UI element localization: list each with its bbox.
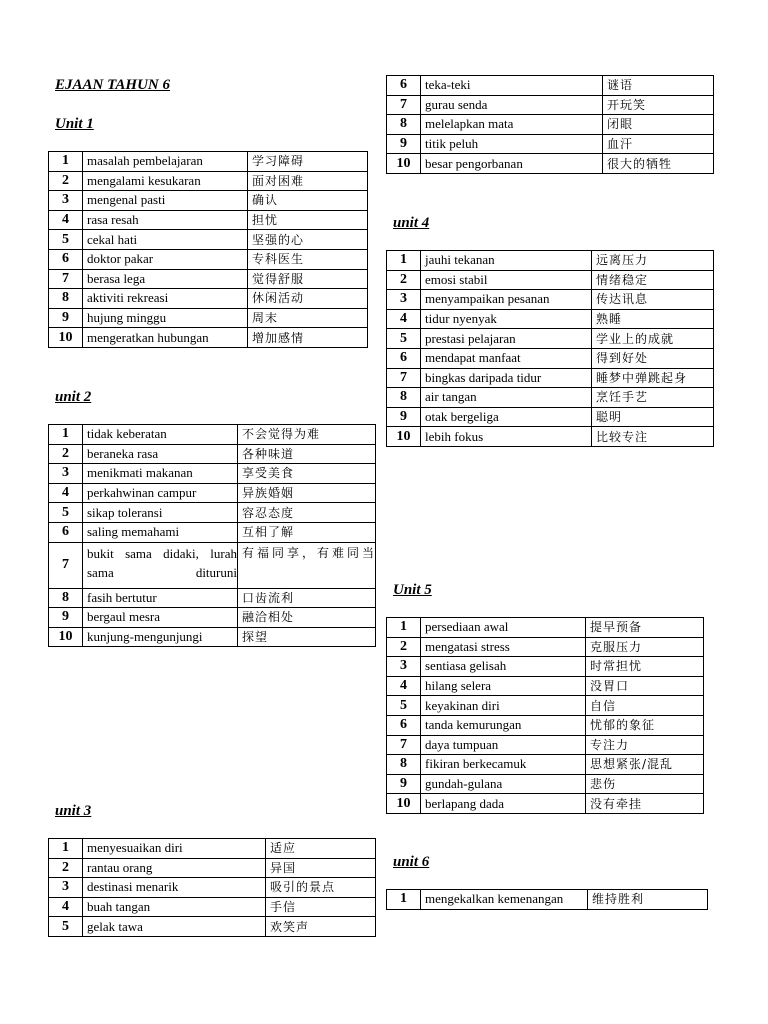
unit-4-heading: unit 4 xyxy=(393,215,430,231)
row-number: 3 xyxy=(49,878,83,898)
malay-phrase: emosi stabil xyxy=(421,270,592,290)
chinese-translation: 探望 xyxy=(238,627,376,647)
chinese-translation: 维持胜利 xyxy=(588,890,708,910)
malay-phrase: tidur nyenyak xyxy=(421,309,592,329)
unit-5-table xyxy=(386,617,704,814)
chinese-translation: 互相了解 xyxy=(238,522,376,542)
malay-phrase: melelapkan mata xyxy=(421,115,603,135)
malay-phrase: rasa resah xyxy=(83,210,248,230)
malay-phrase: mengekalkan kemenangan xyxy=(421,890,588,910)
malay-phrase: tanda kemurungan xyxy=(421,715,586,735)
chinese-translation: 比较专注 xyxy=(592,427,714,447)
table-row xyxy=(49,210,368,230)
chinese-translation: 面对困难 xyxy=(248,171,368,191)
row-number: 9 xyxy=(49,608,83,628)
malay-phrase: titik peluh xyxy=(421,134,603,154)
malay-phrase: berlapang dada xyxy=(421,794,586,814)
table-row xyxy=(49,191,368,211)
malay-phrase: hilang selera xyxy=(421,676,586,696)
chinese-translation: 睡梦中弹跳起身 xyxy=(592,368,714,388)
table-row xyxy=(387,115,714,135)
table-row xyxy=(49,444,376,464)
malay-phrase: menikmati makanan xyxy=(83,464,238,484)
table-row xyxy=(49,858,376,878)
chinese-translation: 思想紧张/混乱 xyxy=(586,755,704,775)
malay-phrase: persediaan awal xyxy=(421,618,586,638)
row-number: 1 xyxy=(49,425,83,445)
chinese-translation: 吸引的景点 xyxy=(266,878,376,898)
chinese-translation: 专注力 xyxy=(586,735,704,755)
chinese-translation: 学业上的成就 xyxy=(592,329,714,349)
table-row xyxy=(387,637,704,657)
table-row xyxy=(387,735,704,755)
row-number: 4 xyxy=(387,309,421,329)
table-row xyxy=(387,427,714,447)
row-number: 4 xyxy=(49,210,83,230)
row-number: 6 xyxy=(49,522,83,542)
chinese-translation: 没胃口 xyxy=(586,676,704,696)
table-row xyxy=(49,503,376,523)
chinese-translation: 时常担忧 xyxy=(586,657,704,677)
chinese-translation: 不会觉得为难 xyxy=(238,425,376,445)
malay-phrase: menyampaikan pesanan xyxy=(421,290,592,310)
malay-phrase: bingkas daripada tidur xyxy=(421,368,592,388)
table-row xyxy=(387,309,714,329)
chinese-translation: 远离压力 xyxy=(592,251,714,271)
row-number: 2 xyxy=(49,171,83,191)
chinese-translation: 烹饪手艺 xyxy=(592,388,714,408)
malay-phrase: beraneka rasa xyxy=(83,444,238,464)
table-row xyxy=(387,251,714,271)
row-number: 1 xyxy=(49,839,83,859)
malay-phrase: berasa lega xyxy=(83,269,248,289)
table-row xyxy=(49,627,376,647)
malay-phrase: gurau senda xyxy=(421,95,603,115)
malay-phrase: saling memahami xyxy=(83,522,238,542)
row-number: 8 xyxy=(387,388,421,408)
table-row xyxy=(387,618,704,638)
malay-phrase: bukit sama didaki, lurah sama dituruni xyxy=(83,542,238,588)
chinese-translation: 口齿流利 xyxy=(238,588,376,608)
chinese-translation: 得到好处 xyxy=(592,348,714,368)
malay-phrase: daya tumpuan xyxy=(421,735,586,755)
malay-phrase: destinasi menarik xyxy=(83,878,266,898)
row-number: 1 xyxy=(387,890,421,910)
unit-3-continued-table xyxy=(386,75,714,174)
malay-phrase: mengatasi stress xyxy=(421,637,586,657)
table-row xyxy=(387,76,714,96)
chinese-translation: 血汗 xyxy=(603,134,714,154)
malay-phrase: hujung minggu xyxy=(83,308,248,328)
row-number: 2 xyxy=(49,444,83,464)
chinese-translation: 欢笑声 xyxy=(266,917,376,937)
table-row xyxy=(49,897,376,917)
row-number: 3 xyxy=(387,657,421,677)
row-number: 7 xyxy=(387,95,421,115)
chinese-translation: 谜语 xyxy=(603,76,714,96)
chinese-translation: 传达讯息 xyxy=(592,290,714,310)
table-row xyxy=(387,290,714,310)
row-number: 7 xyxy=(49,269,83,289)
table-row xyxy=(49,522,376,542)
chinese-translation: 容忍态度 xyxy=(238,503,376,523)
table-row xyxy=(49,308,368,328)
unit-2-table xyxy=(48,424,376,647)
malay-phrase: lebih fokus xyxy=(421,427,592,447)
row-number: 3 xyxy=(387,290,421,310)
table-row xyxy=(49,289,368,309)
chinese-translation: 异族婚姻 xyxy=(238,483,376,503)
chinese-translation: 情绪稳定 xyxy=(592,270,714,290)
malay-phrase: buah tangan xyxy=(83,897,266,917)
table-row xyxy=(387,348,714,368)
row-number: 3 xyxy=(49,191,83,211)
chinese-translation: 很大的牺牲 xyxy=(603,154,714,174)
row-number: 9 xyxy=(387,407,421,427)
row-number: 5 xyxy=(387,696,421,716)
row-number: 6 xyxy=(387,348,421,368)
table-row xyxy=(49,328,368,348)
chinese-translation: 聪明 xyxy=(592,407,714,427)
row-number: 9 xyxy=(387,134,421,154)
table-row xyxy=(49,230,368,250)
malay-phrase: mengalami kesukaran xyxy=(83,171,248,191)
chinese-translation: 坚强的心 xyxy=(248,230,368,250)
malay-phrase: cekal hati xyxy=(83,230,248,250)
unit-2-heading: unit 2 xyxy=(55,389,92,405)
table-row xyxy=(387,270,714,290)
row-number: 9 xyxy=(387,774,421,794)
chinese-translation: 适应 xyxy=(266,839,376,859)
malay-phrase: gelak tawa xyxy=(83,917,266,937)
table-row xyxy=(387,657,704,677)
table-row xyxy=(49,249,368,269)
row-number: 4 xyxy=(49,897,83,917)
chinese-translation: 休闲活动 xyxy=(248,289,368,309)
row-number: 2 xyxy=(49,858,83,878)
chinese-translation: 各种味道 xyxy=(238,444,376,464)
chinese-translation: 忧郁的象征 xyxy=(586,715,704,735)
row-number: 8 xyxy=(387,755,421,775)
row-number: 3 xyxy=(49,464,83,484)
chinese-translation: 提早预备 xyxy=(586,618,704,638)
chinese-translation: 克服压力 xyxy=(586,637,704,657)
table-row xyxy=(387,368,714,388)
row-number: 7 xyxy=(387,368,421,388)
row-number: 7 xyxy=(387,735,421,755)
malay-phrase: prestasi pelajaran xyxy=(421,329,592,349)
malay-phrase: sentiasa gelisah xyxy=(421,657,586,677)
unit-1-heading: Unit 1 xyxy=(55,116,94,132)
chinese-translation: 没有牵挂 xyxy=(586,794,704,814)
table-row xyxy=(49,171,368,191)
unit-5-heading: Unit 5 xyxy=(393,582,432,598)
malay-phrase: otak bergeliga xyxy=(421,407,592,427)
row-number: 10 xyxy=(49,627,83,647)
malay-phrase: sikap toleransi xyxy=(83,503,238,523)
chinese-translation: 担忧 xyxy=(248,210,368,230)
row-number: 10 xyxy=(387,427,421,447)
table-row xyxy=(49,152,368,172)
row-number: 6 xyxy=(387,715,421,735)
chinese-translation: 增加感情 xyxy=(248,328,368,348)
table-row xyxy=(49,542,376,588)
row-number: 9 xyxy=(49,308,83,328)
malay-phrase: tidak keberatan xyxy=(83,425,238,445)
row-number: 2 xyxy=(387,637,421,657)
malay-phrase: jauhi tekanan xyxy=(421,251,592,271)
malay-phrase: gundah-gulana xyxy=(421,774,586,794)
chinese-translation: 异国 xyxy=(266,858,376,878)
row-number: 8 xyxy=(49,289,83,309)
chinese-translation: 周末 xyxy=(248,308,368,328)
unit-3-table xyxy=(48,838,376,937)
table-row xyxy=(49,464,376,484)
malay-phrase: doktor pakar xyxy=(83,249,248,269)
chinese-translation: 学习障碍 xyxy=(248,152,368,172)
row-number: 4 xyxy=(49,483,83,503)
malay-phrase: masalah pembelajaran xyxy=(83,152,248,172)
table-row xyxy=(49,483,376,503)
row-number: 5 xyxy=(387,329,421,349)
row-number: 10 xyxy=(387,794,421,814)
malay-phrase: mengenal pasti xyxy=(83,191,248,211)
unit-4-table xyxy=(386,250,714,447)
table-row xyxy=(387,95,714,115)
malay-phrase: bergaul mesra xyxy=(83,608,238,628)
row-number: 2 xyxy=(387,270,421,290)
row-number: 1 xyxy=(387,251,421,271)
unit-6-table xyxy=(386,889,708,910)
malay-phrase: teka-teki xyxy=(421,76,603,96)
table-row xyxy=(387,794,704,814)
chinese-translation: 悲伤 xyxy=(586,774,704,794)
row-number: 10 xyxy=(387,154,421,174)
row-number: 10 xyxy=(49,328,83,348)
row-number: 5 xyxy=(49,503,83,523)
chinese-translation: 专科医生 xyxy=(248,249,368,269)
table-row xyxy=(387,696,704,716)
malay-phrase: mendapat manfaat xyxy=(421,348,592,368)
malay-phrase: keyakinan diri xyxy=(421,696,586,716)
table-row xyxy=(387,329,714,349)
unit-1-table xyxy=(48,151,368,348)
chinese-translation: 开玩笑 xyxy=(603,95,714,115)
table-row xyxy=(49,917,376,937)
chinese-translation: 闭眼 xyxy=(603,115,714,135)
chinese-translation: 手信 xyxy=(266,897,376,917)
chinese-translation: 熟睡 xyxy=(592,309,714,329)
malay-phrase: air tangan xyxy=(421,388,592,408)
table-row xyxy=(387,755,704,775)
row-number: 6 xyxy=(387,76,421,96)
row-number: 8 xyxy=(49,588,83,608)
table-row xyxy=(49,839,376,859)
chinese-translation: 确认 xyxy=(248,191,368,211)
table-row xyxy=(387,676,704,696)
page-title: EJAAN TAHUN 6 xyxy=(55,77,171,93)
table-row xyxy=(387,715,704,735)
malay-phrase: menyesuaikan diri xyxy=(83,839,266,859)
row-number: 1 xyxy=(49,152,83,172)
row-number: 6 xyxy=(49,249,83,269)
unit-3-heading: unit 3 xyxy=(55,803,92,819)
table-row xyxy=(387,134,714,154)
row-number: 8 xyxy=(387,115,421,135)
malay-phrase: besar pengorbanan xyxy=(421,154,603,174)
unit-6-heading: unit 6 xyxy=(393,854,430,870)
table-row xyxy=(387,890,708,910)
malay-phrase: perkahwinan campur xyxy=(83,483,238,503)
chinese-translation: 有福同享，有难同当 xyxy=(238,542,376,588)
row-number: 1 xyxy=(387,618,421,638)
chinese-translation: 享受美食 xyxy=(238,464,376,484)
malay-phrase: aktiviti rekreasi xyxy=(83,289,248,309)
malay-phrase: fikiran berkecamuk xyxy=(421,755,586,775)
table-row xyxy=(49,269,368,289)
row-number: 5 xyxy=(49,230,83,250)
chinese-translation: 融洽相处 xyxy=(238,608,376,628)
table-row xyxy=(387,388,714,408)
table-row xyxy=(387,407,714,427)
malay-phrase: mengeratkan hubungan xyxy=(83,328,248,348)
malay-phrase: kunjung-mengunjungi xyxy=(83,627,238,647)
table-row xyxy=(387,154,714,174)
row-number: 4 xyxy=(387,676,421,696)
malay-phrase: fasih bertutur xyxy=(83,588,238,608)
table-row xyxy=(387,774,704,794)
row-number: 7 xyxy=(49,542,83,588)
table-row xyxy=(49,588,376,608)
malay-phrase: rantau orang xyxy=(83,858,266,878)
table-row xyxy=(49,425,376,445)
row-number: 5 xyxy=(49,917,83,937)
chinese-translation: 自信 xyxy=(586,696,704,716)
chinese-translation: 觉得舒服 xyxy=(248,269,368,289)
table-row xyxy=(49,608,376,628)
table-row xyxy=(49,878,376,898)
